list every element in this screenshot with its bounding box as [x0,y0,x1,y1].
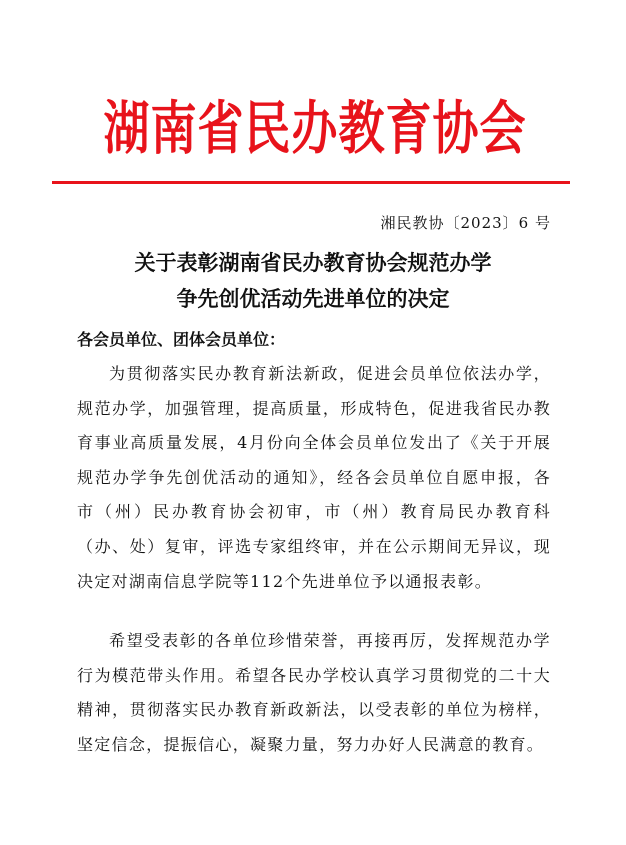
paragraph-text: 为贯彻落实民办教育新法新政，促进会员单位依法办学，规范办学，加强管理，提高质量，形成特色，促进我省民办教育事业高质量发展，4月份向全体会员单位发出了《关于开展规范办学争先创优活动的通知》，经各会员单位自愿申报，各市（州）民办教育协会初审，市（州）教育局民办教育科（办、处）复审，评选专家组终审，并在公示期间无异议，现决定对湖南信息学院等112个先进单位予以通报表彰。 [77,364,551,591]
body-paragraph-2 [77,624,551,762]
salutation: 各会员单位、团体会员单位： [77,330,286,349]
org-masthead: 湖南省民办教育协会 [103,94,527,162]
title-line-1: 关于表彰湖南省民办教育协会规范办学 [134,250,492,275]
title-line-2: 争先创优活动先进单位的决定 [176,286,450,311]
body-paragraph-1 [77,357,551,599]
paragraph-text: 希望受表彰的各单位珍惜荣誉，再接再厉，发挥规范办学行为模范带头作用。希望各民办学校认真学习贯彻党的二十大精神，贯彻落实民办教育新政新法，以受表彰的单位为榜样，坚定信念，提振信心，凝聚力量，努力办好人民满意的教育。 [77,631,551,754]
document-number: 湘民教协〔2023〕6 号 [380,214,551,232]
red-divider [52,181,570,184]
document-title [0,245,626,317]
